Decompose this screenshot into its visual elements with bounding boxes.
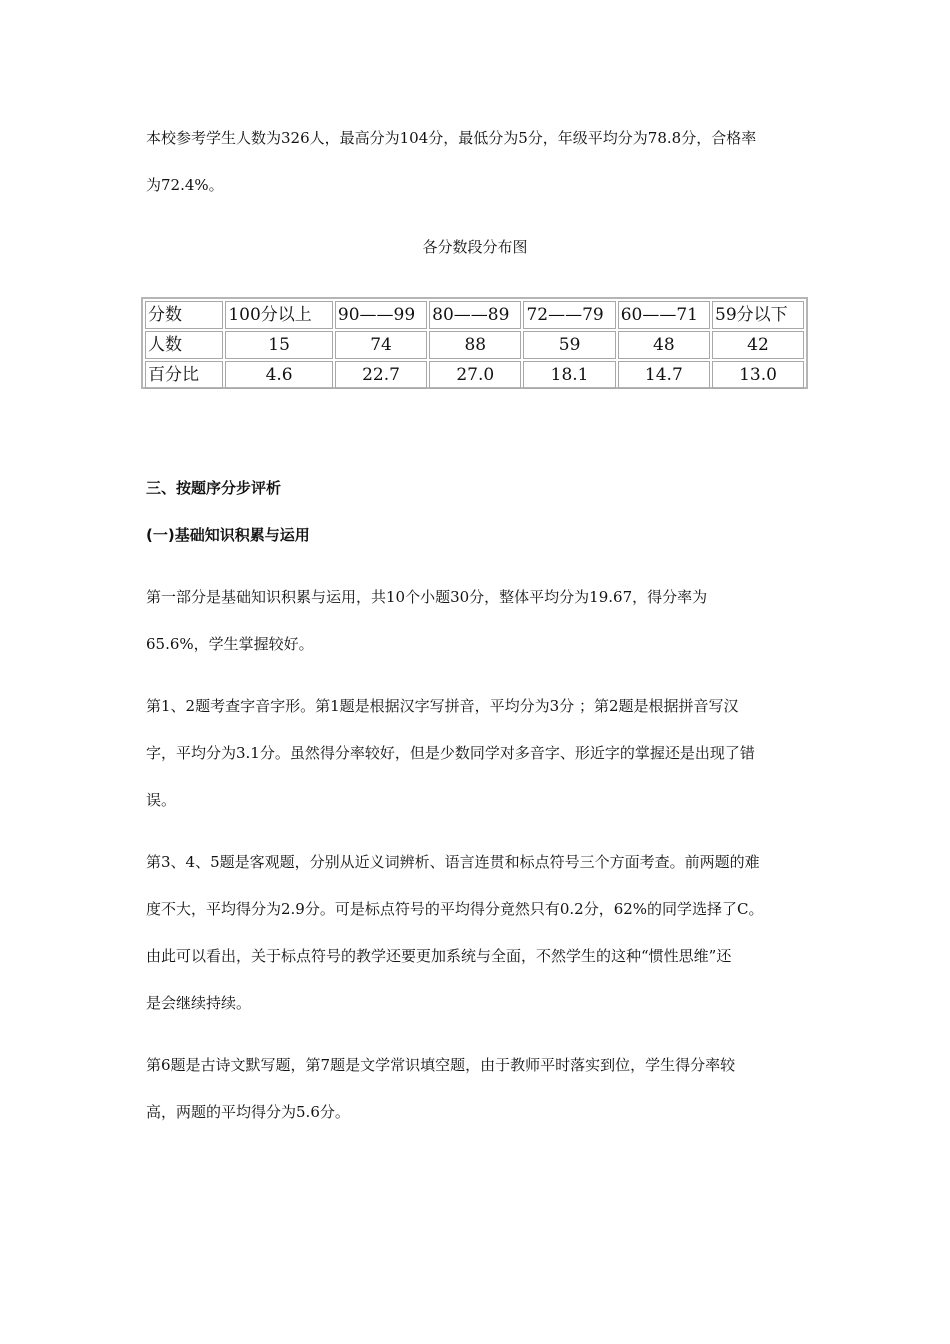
table-cell: 18.1 — [523, 361, 615, 389]
section-heading: 三、按题序分步评析 — [146, 479, 282, 497]
table-row-label: 人数 — [145, 331, 223, 359]
table-header-cell: 59分以下 — [712, 301, 804, 329]
table-header-row — [145, 301, 804, 329]
paragraph-2-line-2: 字，平均分为3.1分。虽然得分率较好，但是少数同学对多音字、形近字的掌握还是出现了错 — [146, 744, 755, 762]
table-row — [145, 361, 804, 389]
table-cell: 27.0 — [429, 361, 521, 389]
paragraph-3-line-1: 第3、4、5题是客观题，分别从近义词辨析、语言连贯和标点符号三个方面考查。前两题的难 — [146, 853, 760, 871]
table-cell: 48 — [618, 331, 710, 359]
paragraph-3-line-3: 由此可以看出，关于标点符号的教学还要更加系统与全面，不然学生的这种“惯性思维”还 — [146, 947, 732, 965]
table-cell: 88 — [429, 331, 521, 359]
paragraph-3-line-4: 是会继续持续。 — [146, 994, 252, 1012]
paragraph-1-line-2: 65.6%，学生掌握较好。 — [146, 635, 314, 653]
table-cell: 59 — [523, 331, 615, 359]
distribution-title: 各分数段分布图 — [422, 238, 528, 256]
table-row — [145, 331, 804, 359]
table-header-cell: 60——71 — [618, 301, 710, 329]
table-cell: 4.6 — [225, 361, 333, 389]
table-header-cell: 80——89 — [429, 301, 521, 329]
table-cell: 14.7 — [618, 361, 710, 389]
table-header-cell: 72——79 — [523, 301, 615, 329]
paragraph-3-line-2: 度不大，平均得分为2.9分。可是标点符号的平均得分竟然只有0.2分，62%的同学选择了C。 — [146, 900, 764, 918]
table-cell: 22.7 — [335, 361, 427, 389]
table-cell: 42 — [712, 331, 804, 359]
intro-line-1: 本校参考学生人数为326人，最高分为104分，最低分为5分，年级平均分为78.8分，合格率 — [146, 129, 757, 147]
paragraph-2-line-1: 第1、2题考查字音字形。第1题是根据汉字写拼音，平均分为3分 ；第2题是根据拼音写汉 — [146, 697, 739, 715]
table-cell: 13.0 — [712, 361, 804, 389]
subsection-heading: (一)基础知识积累与运用 — [146, 526, 310, 544]
paragraph-4-line-2: 高，两题的平均得分为5.6分。 — [146, 1103, 350, 1121]
table-cell: 15 — [225, 331, 333, 359]
paragraph-1-line-1: 第一部分是基础知识积累与运用，共10个小题30分，整体平均分为19.67，得分率为 — [146, 588, 708, 606]
paragraph-2-line-3: 误。 — [146, 791, 177, 809]
table-header-cell: 分数 — [145, 301, 223, 329]
distribution-table — [141, 297, 808, 389]
intro-line-2: 为72.4%。 — [146, 176, 224, 194]
table-header-cell: 100分以上 — [225, 301, 333, 329]
table-cell: 74 — [335, 331, 427, 359]
table-row-label: 百分比 — [145, 361, 223, 389]
paragraph-4-line-1: 第6题是古诗文默写题，第7题是文学常识填空题，由于教师平时落实到位，学生得分率较 — [146, 1056, 736, 1074]
table-header-cell: 90——99 — [335, 301, 427, 329]
